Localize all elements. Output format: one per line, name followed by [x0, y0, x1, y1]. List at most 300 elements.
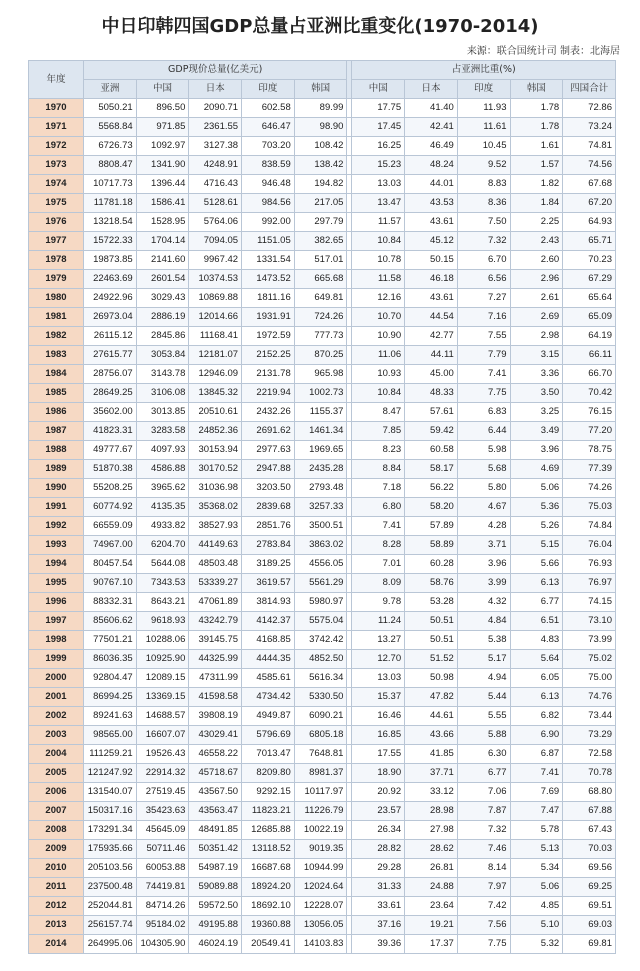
- share-cell: 6.51: [510, 612, 563, 631]
- gdp-cell: 2851.76: [242, 517, 295, 536]
- share-cell: 65.09: [563, 308, 616, 327]
- gdp-cell: 104305.90: [136, 935, 189, 954]
- gdp-cell: 1092.97: [136, 137, 189, 156]
- year-cell: 1980: [29, 289, 84, 308]
- share-cell: 43.66: [405, 726, 458, 745]
- share-cell: 5.80: [457, 479, 510, 498]
- share-cell: 5.17: [457, 650, 510, 669]
- gdp-cell: 2691.62: [242, 422, 295, 441]
- share-cell: 6.13: [510, 688, 563, 707]
- gdp-cell: 11823.21: [242, 802, 295, 821]
- share-cell: 74.56: [563, 156, 616, 175]
- gdp-cell: 27519.45: [136, 783, 189, 802]
- gdp-cell: 4586.88: [136, 460, 189, 479]
- share-cell: 13.27: [352, 631, 405, 650]
- gdp-cell: 111259.21: [84, 745, 137, 764]
- gdp-cell: 13056.05: [294, 916, 347, 935]
- share-cell: 6.83: [457, 403, 510, 422]
- table-row: [29, 270, 616, 289]
- gdp-cell: 517.01: [294, 251, 347, 270]
- year-cell: 2003: [29, 726, 84, 745]
- gdp-cell: 4585.61: [242, 669, 295, 688]
- year-cell: 1994: [29, 555, 84, 574]
- gdp-share-table: [28, 60, 616, 954]
- gdp-cell: 2435.28: [294, 460, 347, 479]
- gdp-cell: 3029.43: [136, 289, 189, 308]
- year-cell: 1997: [29, 612, 84, 631]
- gdp-cell: 870.25: [294, 346, 347, 365]
- share-cell: 4.84: [457, 612, 510, 631]
- share-cell: 45.12: [405, 232, 458, 251]
- gdp-cell: 38527.93: [189, 517, 242, 536]
- gdp-cell: 13845.32: [189, 384, 242, 403]
- gdp-cell: 46024.19: [189, 935, 242, 954]
- share-cell: 43.53: [405, 194, 458, 213]
- share-cell: 59.42: [405, 422, 458, 441]
- table-row: [29, 878, 616, 897]
- gdp-cell: 18692.10: [242, 897, 295, 916]
- gdp-cell: 3013.85: [136, 403, 189, 422]
- share-cell: 76.93: [563, 555, 616, 574]
- gdp-cell: 992.00: [242, 213, 295, 232]
- table-row: [29, 384, 616, 403]
- year-cell: 1972: [29, 137, 84, 156]
- gdp-cell: 60774.92: [84, 498, 137, 517]
- share-cell: 5.10: [510, 916, 563, 935]
- table-row: [29, 479, 616, 498]
- share-cell: 7.50: [457, 213, 510, 232]
- share-cell: 48.33: [405, 384, 458, 403]
- gdp-cell: 965.98: [294, 365, 347, 384]
- gdp-cell: 3965.62: [136, 479, 189, 498]
- table-row: [29, 916, 616, 935]
- share-cell: 77.20: [563, 422, 616, 441]
- year-cell: 2012: [29, 897, 84, 916]
- gdp-cell: 382.65: [294, 232, 347, 251]
- gdp-cell: 205103.56: [84, 859, 137, 878]
- share-cell: 37.16: [352, 916, 405, 935]
- share-cell: 48.24: [405, 156, 458, 175]
- share-cell: 6.30: [457, 745, 510, 764]
- gdp-cell: 5568.84: [84, 118, 137, 137]
- gdp-cell: 1151.05: [242, 232, 295, 251]
- gdp-cell: 43563.47: [189, 802, 242, 821]
- year-cell: 1977: [29, 232, 84, 251]
- gdp-cell: 90767.10: [84, 574, 137, 593]
- share-cell: 4.94: [457, 669, 510, 688]
- gdp-cell: 8808.47: [84, 156, 137, 175]
- gdp-cell: 252044.81: [84, 897, 137, 916]
- gdp-cell: 5330.50: [294, 688, 347, 707]
- share-cell: 7.18: [352, 479, 405, 498]
- table-row: [29, 327, 616, 346]
- year-cell: 1992: [29, 517, 84, 536]
- year-cell: 2000: [29, 669, 84, 688]
- share-cell: 69.25: [563, 878, 616, 897]
- gdp-cell: 26973.04: [84, 308, 137, 327]
- share-cell: 10.84: [352, 232, 405, 251]
- share-cell: 5.15: [510, 536, 563, 555]
- gdp-cell: 13118.52: [242, 840, 295, 859]
- gdp-cell: 1396.44: [136, 175, 189, 194]
- gdp-cell: 2141.60: [136, 251, 189, 270]
- share-col-korea: 韩国: [510, 80, 563, 99]
- share-cell: 5.68: [457, 460, 510, 479]
- share-cell: 72.86: [563, 99, 616, 118]
- share-cell: 69.03: [563, 916, 616, 935]
- year-cell: 2006: [29, 783, 84, 802]
- share-cell: 8.09: [352, 574, 405, 593]
- gdp-cell: 173291.34: [84, 821, 137, 840]
- gdp-col-asia: 亚洲: [84, 80, 137, 99]
- gdp-cell: 98565.00: [84, 726, 137, 745]
- share-cell: 58.20: [405, 498, 458, 517]
- gdp-cell: 18924.20: [242, 878, 295, 897]
- share-cell: 66.11: [563, 346, 616, 365]
- gdp-cell: 11226.79: [294, 802, 347, 821]
- share-cell: 23.57: [352, 802, 405, 821]
- gdp-cell: 6204.70: [136, 536, 189, 555]
- gdp-cell: 13218.54: [84, 213, 137, 232]
- gdp-cell: 60053.88: [136, 859, 189, 878]
- table-row: [29, 783, 616, 802]
- share-cell: 37.71: [405, 764, 458, 783]
- gdp-cell: 703.20: [242, 137, 295, 156]
- share-cell: 56.22: [405, 479, 458, 498]
- gdp-cell: 44149.63: [189, 536, 242, 555]
- gdp-cell: 15722.33: [84, 232, 137, 251]
- share-cell: 2.96: [510, 270, 563, 289]
- gdp-cell: 1586.41: [136, 194, 189, 213]
- share-cell: 7.41: [352, 517, 405, 536]
- share-cell: 69.56: [563, 859, 616, 878]
- share-cell: 6.77: [510, 593, 563, 612]
- year-cell: 1990: [29, 479, 84, 498]
- gdp-cell: 35368.02: [189, 498, 242, 517]
- gdp-cell: 665.68: [294, 270, 347, 289]
- gdp-cell: 971.85: [136, 118, 189, 137]
- share-cell: 13.03: [352, 175, 405, 194]
- gdp-col-india: 印度: [242, 80, 295, 99]
- share-cell: 1.78: [510, 99, 563, 118]
- gdp-cell: 2361.55: [189, 118, 242, 137]
- gdp-cell: 2977.63: [242, 441, 295, 460]
- gdp-cell: 49777.67: [84, 441, 137, 460]
- share-cell: 5.64: [510, 650, 563, 669]
- table-row: [29, 631, 616, 650]
- gdp-cell: 48503.48: [189, 555, 242, 574]
- gdp-cell: 5764.06: [189, 213, 242, 232]
- table-title: 中日印韩四国GDP总量占亚洲比重变化(1970-2014): [101, 16, 539, 37]
- share-cell: 11.57: [352, 213, 405, 232]
- share-cell: 70.03: [563, 840, 616, 859]
- share-cell: 16.46: [352, 707, 405, 726]
- gdp-cell: 14688.57: [136, 707, 189, 726]
- share-cell: 27.98: [405, 821, 458, 840]
- table-row: [29, 840, 616, 859]
- share-cell: 5.06: [510, 878, 563, 897]
- share-cell: 43.61: [405, 289, 458, 308]
- share-cell: 7.46: [457, 840, 510, 859]
- gdp-cell: 1969.65: [294, 441, 347, 460]
- gdp-cell: 10717.73: [84, 175, 137, 194]
- gdp-cell: 4556.05: [294, 555, 347, 574]
- gdp-cell: 3189.25: [242, 555, 295, 574]
- share-cell: 28.98: [405, 802, 458, 821]
- share-cell: 5.36: [510, 498, 563, 517]
- gdp-cell: 10288.06: [136, 631, 189, 650]
- gdp-cell: 2839.68: [242, 498, 295, 517]
- share-cell: 47.82: [405, 688, 458, 707]
- year-cell: 2004: [29, 745, 84, 764]
- share-cell: 60.58: [405, 441, 458, 460]
- year-cell: 1979: [29, 270, 84, 289]
- year-cell: 2005: [29, 764, 84, 783]
- gdp-cell: 27615.77: [84, 346, 137, 365]
- gdp-cell: 108.42: [294, 137, 347, 156]
- share-cell: 44.61: [405, 707, 458, 726]
- share-col-china: 中国: [352, 80, 405, 99]
- gdp-cell: 3500.51: [294, 517, 347, 536]
- share-cell: 24.88: [405, 878, 458, 897]
- gdp-cell: 3283.58: [136, 422, 189, 441]
- share-cell: 6.77: [457, 764, 510, 783]
- table-row: [29, 308, 616, 327]
- gdp-cell: 1331.54: [242, 251, 295, 270]
- share-cell: 7.42: [457, 897, 510, 916]
- share-cell: 7.79: [457, 346, 510, 365]
- gdp-cell: 16607.07: [136, 726, 189, 745]
- year-cell: 2008: [29, 821, 84, 840]
- share-cell: 1.84: [510, 194, 563, 213]
- share-cell: 8.23: [352, 441, 405, 460]
- gdp-cell: 19526.43: [136, 745, 189, 764]
- gdp-cell: 4444.35: [242, 650, 295, 669]
- year-cell: 2011: [29, 878, 84, 897]
- share-cell: 17.75: [352, 99, 405, 118]
- share-cell: 57.89: [405, 517, 458, 536]
- share-cell: 65.64: [563, 289, 616, 308]
- gdp-cell: 1704.14: [136, 232, 189, 251]
- gdp-col-japan: 日本: [189, 80, 242, 99]
- share-cell: 7.41: [510, 764, 563, 783]
- gdp-cell: 5128.61: [189, 194, 242, 213]
- share-cell: 11.61: [457, 118, 510, 137]
- share-cell: 67.88: [563, 802, 616, 821]
- share-cell: 9.52: [457, 156, 510, 175]
- share-cell: 6.87: [510, 745, 563, 764]
- gdp-cell: 50351.42: [189, 840, 242, 859]
- share-cell: 7.55: [457, 327, 510, 346]
- share-cell: 33.61: [352, 897, 405, 916]
- gdp-cell: 3203.50: [242, 479, 295, 498]
- gdp-cell: 16687.68: [242, 859, 295, 878]
- share-cell: 4.28: [457, 517, 510, 536]
- share-cell: 5.34: [510, 859, 563, 878]
- gdp-cell: 48491.85: [189, 821, 242, 840]
- table-row: [29, 213, 616, 232]
- gdp-cell: 5050.21: [84, 99, 137, 118]
- table-row: [29, 498, 616, 517]
- share-cell: 67.29: [563, 270, 616, 289]
- share-cell: 1.82: [510, 175, 563, 194]
- gdp-cell: 28756.07: [84, 365, 137, 384]
- gdp-cell: 12181.07: [189, 346, 242, 365]
- share-cell: 8.84: [352, 460, 405, 479]
- year-cell: 1974: [29, 175, 84, 194]
- table-row: [29, 460, 616, 479]
- table-row: [29, 517, 616, 536]
- year-cell: 1971: [29, 118, 84, 137]
- share-cell: 8.83: [457, 175, 510, 194]
- share-cell: 15.37: [352, 688, 405, 707]
- gdp-cell: 39808.19: [189, 707, 242, 726]
- gdp-cell: 3053.84: [136, 346, 189, 365]
- share-cell: 26.81: [405, 859, 458, 878]
- share-cell: 74.84: [563, 517, 616, 536]
- share-cell: 16.85: [352, 726, 405, 745]
- gdp-cell: 602.58: [242, 99, 295, 118]
- gdp-cell: 7648.81: [294, 745, 347, 764]
- gdp-cell: 2845.86: [136, 327, 189, 346]
- share-cell: 6.56: [457, 270, 510, 289]
- table-row: [29, 99, 616, 118]
- gdp-cell: 59089.88: [189, 878, 242, 897]
- year-cell: 1975: [29, 194, 84, 213]
- share-cell: 1.61: [510, 137, 563, 156]
- share-cell: 9.78: [352, 593, 405, 612]
- share-cell: 75.00: [563, 669, 616, 688]
- gdp-cell: 74967.00: [84, 536, 137, 555]
- gdp-cell: 10869.88: [189, 289, 242, 308]
- table-row: [29, 593, 616, 612]
- share-cell: 12.70: [352, 650, 405, 669]
- year-cell: 1987: [29, 422, 84, 441]
- share-cell: 6.05: [510, 669, 563, 688]
- share-cell: 7.01: [352, 555, 405, 574]
- gdp-cell: 10944.99: [294, 859, 347, 878]
- share-cell: 73.99: [563, 631, 616, 650]
- year-cell: 1976: [29, 213, 84, 232]
- gdp-cell: 4097.93: [136, 441, 189, 460]
- table-row: [29, 232, 616, 251]
- gdp-cell: 2886.19: [136, 308, 189, 327]
- share-cell: 11.24: [352, 612, 405, 631]
- share-cell: 5.88: [457, 726, 510, 745]
- gdp-cell: 77501.21: [84, 631, 137, 650]
- share-cell: 10.90: [352, 327, 405, 346]
- year-cell: 1985: [29, 384, 84, 403]
- gdp-cell: 89241.63: [84, 707, 137, 726]
- table-row: [29, 688, 616, 707]
- share-cell: 7.97: [457, 878, 510, 897]
- share-cell: 76.15: [563, 403, 616, 422]
- gdp-cell: 19360.88: [242, 916, 295, 935]
- share-cell: 67.20: [563, 194, 616, 213]
- gdp-cell: 12089.15: [136, 669, 189, 688]
- gdp-cell: 2783.84: [242, 536, 295, 555]
- gdp-cell: 19873.85: [84, 251, 137, 270]
- share-cell: 43.61: [405, 213, 458, 232]
- share-cell: 17.45: [352, 118, 405, 137]
- gdp-cell: 138.42: [294, 156, 347, 175]
- share-cell: 66.70: [563, 365, 616, 384]
- gdp-cell: 2947.88: [242, 460, 295, 479]
- gdp-cell: 4716.43: [189, 175, 242, 194]
- share-cell: 11.06: [352, 346, 405, 365]
- gdp-cell: 777.73: [294, 327, 347, 346]
- table-row: [29, 612, 616, 631]
- year-cell: 2010: [29, 859, 84, 878]
- gdp-cell: 8981.37: [294, 764, 347, 783]
- gdp-cell: 12014.66: [189, 308, 242, 327]
- gdp-cell: 2131.78: [242, 365, 295, 384]
- share-cell: 11.58: [352, 270, 405, 289]
- share-cell: 73.10: [563, 612, 616, 631]
- gdp-cell: 45645.09: [136, 821, 189, 840]
- gdp-cell: 1461.34: [294, 422, 347, 441]
- gdp-cell: 3863.02: [294, 536, 347, 555]
- share-cell: 31.33: [352, 878, 405, 897]
- share-cell: 5.06: [510, 479, 563, 498]
- gdp-cell: 7013.47: [242, 745, 295, 764]
- share-cell: 3.71: [457, 536, 510, 555]
- share-cell: 73.24: [563, 118, 616, 137]
- share-cell: 10.93: [352, 365, 405, 384]
- share-cell: 41.40: [405, 99, 458, 118]
- gdp-cell: 89.99: [294, 99, 347, 118]
- gdp-cell: 13369.15: [136, 688, 189, 707]
- year-cell: 2001: [29, 688, 84, 707]
- year-cell: 1991: [29, 498, 84, 517]
- table-row: [29, 422, 616, 441]
- gdp-col-korea: 韩国: [294, 80, 347, 99]
- share-cell: 64.93: [563, 213, 616, 232]
- gdp-cell: 946.48: [242, 175, 295, 194]
- table-row: [29, 897, 616, 916]
- table-row: [29, 441, 616, 460]
- share-cell: 50.51: [405, 631, 458, 650]
- share-cell: 7.16: [457, 308, 510, 327]
- share-cell: 6.70: [457, 251, 510, 270]
- share-cell: 60.28: [405, 555, 458, 574]
- table-row: [29, 669, 616, 688]
- gdp-cell: 896.50: [136, 99, 189, 118]
- gdp-cell: 1155.37: [294, 403, 347, 422]
- gdp-cell: 47311.99: [189, 669, 242, 688]
- gdp-cell: 88332.31: [84, 593, 137, 612]
- gdp-cell: 10022.19: [294, 821, 347, 840]
- share-cell: 11.93: [457, 99, 510, 118]
- gdp-cell: 46558.22: [189, 745, 242, 764]
- share-cell: 5.55: [457, 707, 510, 726]
- gdp-cell: 10117.97: [294, 783, 347, 802]
- gdp-cell: 86036.35: [84, 650, 137, 669]
- gdp-cell: 4168.85: [242, 631, 295, 650]
- table-row: [29, 859, 616, 878]
- gdp-cell: 2432.26: [242, 403, 295, 422]
- gdp-cell: 649.81: [294, 289, 347, 308]
- gdp-cell: 6090.21: [294, 707, 347, 726]
- gdp-cell: 646.47: [242, 118, 295, 137]
- share-cell: 78.75: [563, 441, 616, 460]
- gdp-cell: 724.26: [294, 308, 347, 327]
- share-cell: 58.76: [405, 574, 458, 593]
- gdp-cell: 150317.16: [84, 802, 137, 821]
- share-cell: 3.15: [510, 346, 563, 365]
- table-row: [29, 156, 616, 175]
- year-cell: 1983: [29, 346, 84, 365]
